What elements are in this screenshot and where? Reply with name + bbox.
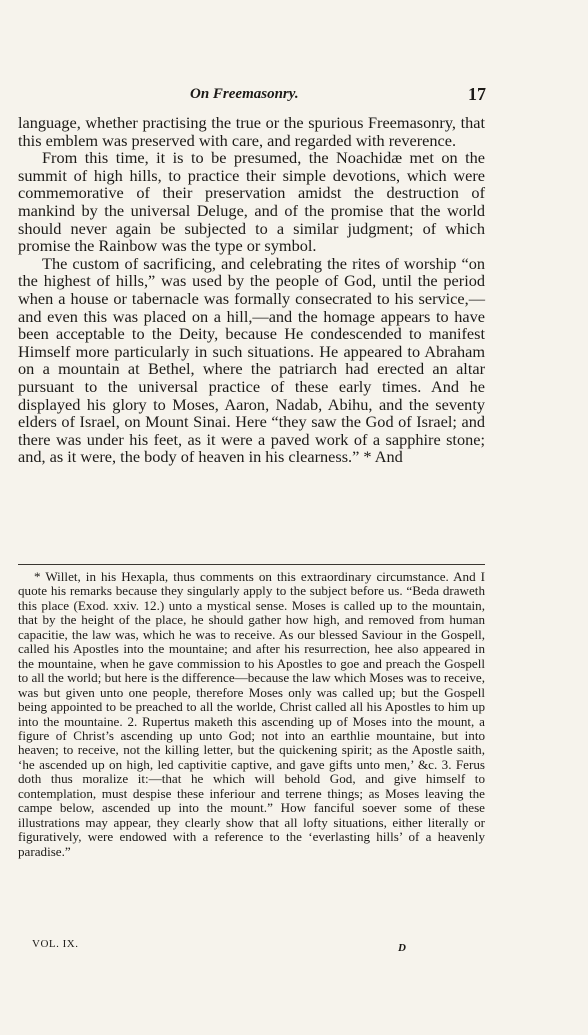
footnote-divider [18,564,485,565]
footnote-text: * Willet, in his Hexapla, thus comments on this extraordinary circumstance. And I quote his remarks because they singularly apply to the subject before us. “Beda draweth this place (Exod. xxiv. 12.) unto a mystical sense. Moses is called up to the mountain, that by the height of the place, he should gather how high, and removed from human capacitie, the law was, which he was to receive. As our blessed Saviour in the Gospell, called his Apostles into the mountaine; and after his resurrection, hee also appeared in the mountaine, when he gave commission to his Apostles to goe and preach the Gospell to all the world; but here is the difference—because the law which Moses was to receive, was but given unto one people, therefore Moses only was called up; but the Gospell being appointed to be preached to all the worlde, Christ called all his Apostles to him up into the mountaine. 2. Rupertus maketh this ascending up of Moses into the mount, a figure of Christ’s ascending up unto God; not into an earthlie mountaine, but into heaven; to receive, not the killing letter, but the quickening spirit; as the Apostle saith, ‘he ascended up on high, led captivitie captive, and gave gifts unto men,’ &c. 3. Ferus doth thus moralize it:—that he which will behold God, and give himself to contemplation, must despise these inferiour and terrene things; as Moses leaving the campe below, ascended up into the mount.” How fanciful soever some of these illustrations may appear, they clearly show that all lofty situations, either literally or figuratively, were endowed with a reference to the ‘everlasting hills’ of a heavenly paradise.” [18,569,485,859]
running-head [0,86,588,108]
page-number: 17 [468,84,486,104]
main-text [18,114,485,466]
page-footer [18,938,485,954]
paragraph: From this time, it is to be presumed, the Noachidæ met on the summit of high hills, to practice their simple devotions, which were commemorative of their preservation amidst the destruction of mankind by the universal Deluge, and of the promise that the world should never again be subjected to a similar judgment; of which promise the Rainbow was the type or symbol. [18,148,485,256]
volume-mark: VOL. IX. [32,938,79,950]
paragraph: The custom of sacrificing, and celebrating the rites of worship “on the highest of hills,” was used by the people of God, until the period when a house or tabernacle was formally consecrated to his service,—and even this was placed on a hill,—and the homage appears to have been acceptable to the Deity, because He condescended to manifest Himself more particularly in such situations. He appeared to Abraham on a mountain at Bethel, where the patriarch had erected an altar pursuant to the universal practice of these early times. And he displayed his glory to Moses, Aaron, Nadab, Abihu, and the seventy elders of Israel, on Mount Sinai. Here “they saw the God of Israel; and there was under his feet, as it were a paved work of a sapphire stone; and, as it were, the body of heaven in his clearness.” * And [18,253,485,467]
footnote [18,570,485,859]
paragraph-continued: language, whether practising the true or the spurious Freemasonry, that this emblem was preserved with care, and regarded with reverence. [18,113,485,150]
running-title: On Freemasonry. [190,86,299,102]
signature-mark: D [398,942,406,954]
